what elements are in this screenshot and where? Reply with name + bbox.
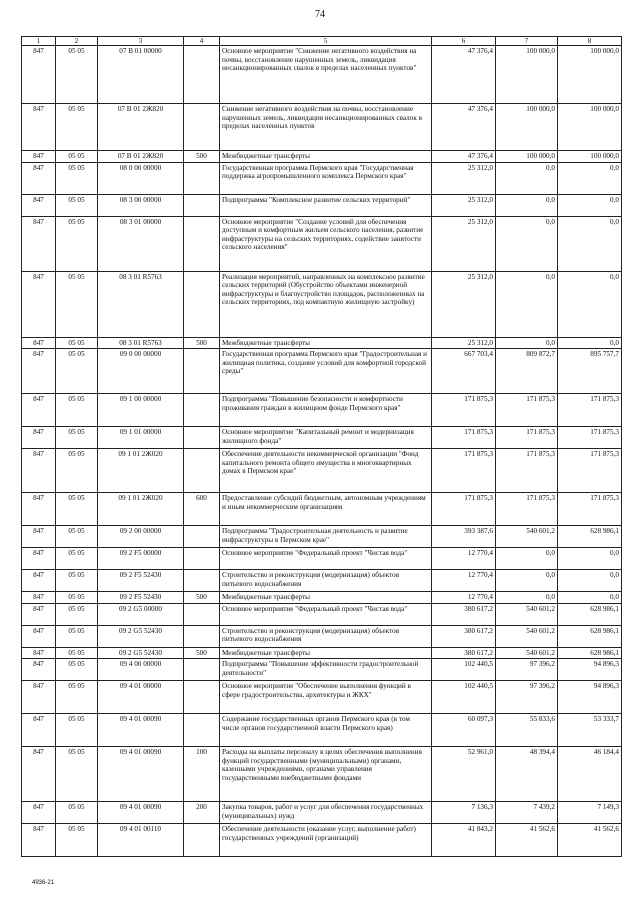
target-article-cell: 09 2 F5 52430 [98, 570, 184, 592]
section-cell: 05 05 [56, 427, 98, 449]
admin-code-cell: 847 [22, 714, 56, 747]
amount-2021-cell: 25 312,0 [432, 162, 496, 194]
column-header: 4 [184, 37, 220, 46]
column-header: 6 [432, 37, 496, 46]
admin-code-cell: 847 [22, 46, 56, 104]
section-cell: 05 05 [56, 394, 98, 427]
budget-table [21, 36, 622, 857]
description-cell: Межбюджетные трансферты [220, 337, 432, 348]
column-header: 7 [496, 37, 558, 46]
amount-2023-cell: 46 184,4 [558, 747, 622, 802]
section-cell: 05 05 [56, 747, 98, 802]
column-header: 5 [220, 37, 432, 46]
admin-code-cell: 847 [22, 162, 56, 194]
amount-2021-cell: 25 312,0 [432, 271, 496, 337]
admin-code-cell: 847 [22, 570, 56, 592]
amount-2021-cell: 25 312,0 [432, 216, 496, 271]
amount-2022-cell: 7 439,2 [496, 802, 558, 824]
expense-type-cell [184, 194, 220, 216]
amount-2023-cell: 100 000,0 [558, 46, 622, 104]
amount-2021-cell: 102 440,5 [432, 659, 496, 681]
expense-type-cell [184, 625, 220, 647]
target-article-cell: 09 2 00 00000 [98, 526, 184, 548]
expense-type-cell [184, 659, 220, 681]
description-cell: Обеспечение деятельности (оказание услуг, выполнение работ) государственных учреждений (организаций) [220, 824, 432, 857]
admin-code-cell: 847 [22, 216, 56, 271]
admin-code-cell: 847 [22, 104, 56, 151]
admin-code-cell: 847 [22, 194, 56, 216]
amount-2023-cell: 0,0 [558, 271, 622, 337]
table-row [22, 151, 622, 162]
description-cell: Закупка товаров, работ и услуг для обеспечения государственных (муниципальных) нужд [220, 802, 432, 824]
table-row [22, 194, 622, 216]
amount-2021-cell: 393 387,6 [432, 526, 496, 548]
expense-type-cell [184, 570, 220, 592]
expense-type-cell [184, 46, 220, 104]
table-row [22, 394, 622, 427]
amount-2022-cell: 0,0 [496, 194, 558, 216]
description-cell: Предоставление субсидий бюджетным, автономным учреждениям и иным некоммерческим организациям [220, 493, 432, 526]
target-article-cell: 09 2 F5 00000 [98, 548, 184, 570]
target-article-cell: 09 4 01 00000 [98, 681, 184, 714]
amount-2022-cell: 540 601,2 [496, 625, 558, 647]
section-cell: 05 05 [56, 46, 98, 104]
amount-2023-cell: 94 896,3 [558, 681, 622, 714]
target-article-cell: 09 4 01 00090 [98, 747, 184, 802]
section-cell: 05 05 [56, 548, 98, 570]
amount-2022-cell: 41 562,6 [496, 824, 558, 857]
amount-2021-cell: 171 875,3 [432, 493, 496, 526]
amount-2023-cell: 0,0 [558, 194, 622, 216]
admin-code-cell: 847 [22, 659, 56, 681]
description-cell: Основное мероприятие "Капитальный ремонт и модернизация жилищного фонда" [220, 427, 432, 449]
table-row [22, 104, 622, 151]
table-row [22, 216, 622, 271]
amount-2022-cell: 171 875,3 [496, 493, 558, 526]
target-article-cell: 08 3 01 R5763 [98, 337, 184, 348]
amount-2022-cell: 0,0 [496, 216, 558, 271]
admin-code-cell: 847 [22, 625, 56, 647]
target-article-cell: 08 3 01 00000 [98, 216, 184, 271]
expense-type-cell [184, 271, 220, 337]
target-article-cell: 08 0 00 00000 [98, 162, 184, 194]
amount-2023-cell: 41 562,6 [558, 824, 622, 857]
amount-2023-cell: 171 875,3 [558, 449, 622, 493]
target-article-cell: 09 4 01 00090 [98, 714, 184, 747]
table-row [22, 337, 622, 348]
amount-2022-cell: 540 601,2 [496, 526, 558, 548]
table-row [22, 526, 622, 548]
admin-code-cell: 847 [22, 526, 56, 548]
target-article-cell: 09 2 G5 52430 [98, 625, 184, 647]
target-article-cell: 09 4 01 00090 [98, 802, 184, 824]
section-cell: 05 05 [56, 592, 98, 603]
amount-2022-cell: 0,0 [496, 162, 558, 194]
amount-2023-cell: 628 986,1 [558, 603, 622, 625]
description-cell: Межбюджетные трансферты [220, 592, 432, 603]
description-cell: Основное мероприятие "Федеральный проект "Чистая вода" [220, 548, 432, 570]
amount-2023-cell: 628 986,1 [558, 625, 622, 647]
target-article-cell: 09 4 00 00000 [98, 659, 184, 681]
column-header: 3 [98, 37, 184, 46]
table-row [22, 681, 622, 714]
admin-code-cell: 847 [22, 802, 56, 824]
amount-2021-cell: 171 875,3 [432, 449, 496, 493]
description-cell: Государственная программа Пермского края "Градостроительная и жилищная политика, создание условий для комфортной городской среды" [220, 349, 432, 394]
amount-2021-cell: 667 703,4 [432, 349, 496, 394]
column-header: 8 [558, 37, 622, 46]
section-cell: 05 05 [56, 271, 98, 337]
expense-type-cell [184, 104, 220, 151]
amount-2023-cell: 0,0 [558, 570, 622, 592]
amount-2022-cell: 0,0 [496, 271, 558, 337]
section-cell: 05 05 [56, 625, 98, 647]
section-cell: 05 05 [56, 194, 98, 216]
expense-type-cell: 200 [184, 802, 220, 824]
description-cell: Основное мероприятие "Федеральный проект "Чистая вода" [220, 603, 432, 625]
description-cell: Подпрограмма "Комплексное развитие сельских территорий" [220, 194, 432, 216]
amount-2023-cell: 0,0 [558, 548, 622, 570]
expense-type-cell: 500 [184, 592, 220, 603]
table-body [22, 46, 622, 857]
column-header: 2 [56, 37, 98, 46]
description-cell: Основное мероприятие "Снижение негативного воздействия на почвы, восстановление нарушенных земель, ликвидация несанкционированных свалок в пределах населенных пунктов" [220, 46, 432, 104]
target-article-cell: 07 В 01 00000 [98, 46, 184, 104]
description-cell: Строительство и реконструкция (модернизация) объектов питьевого водоснабжения [220, 570, 432, 592]
section-cell: 05 05 [56, 570, 98, 592]
expense-type-cell: 600 [184, 493, 220, 526]
table-row [22, 647, 622, 658]
admin-code-cell: 847 [22, 449, 56, 493]
amount-2023-cell: 628 986,1 [558, 647, 622, 658]
expense-type-cell [184, 216, 220, 271]
admin-code-cell: 847 [22, 681, 56, 714]
expense-type-cell [184, 162, 220, 194]
table-row [22, 714, 622, 747]
section-cell: 05 05 [56, 647, 98, 658]
table-row [22, 548, 622, 570]
amount-2023-cell: 895 757,7 [558, 349, 622, 394]
amount-2022-cell: 171 875,3 [496, 427, 558, 449]
section-cell: 05 05 [56, 151, 98, 162]
admin-code-cell: 847 [22, 647, 56, 658]
amount-2023-cell: 171 875,3 [558, 394, 622, 427]
amount-2022-cell: 97 396,2 [496, 681, 558, 714]
amount-2023-cell: 0,0 [558, 592, 622, 603]
description-cell: Основное мероприятие "Создание условий для обеспечения доступным и комфортным жильем сельского населения, развитие инфраструктуры на сельских территориях, содействие занятости сельского населения" [220, 216, 432, 271]
amount-2023-cell: 171 875,3 [558, 427, 622, 449]
document-code: 4936-21 [32, 880, 55, 886]
amount-2021-cell: 25 312,0 [432, 337, 496, 348]
amount-2022-cell: 540 601,2 [496, 647, 558, 658]
column-header: 1 [22, 37, 56, 46]
amount-2021-cell: 25 312,0 [432, 194, 496, 216]
expense-type-cell [184, 603, 220, 625]
section-cell: 05 05 [56, 681, 98, 714]
amount-2021-cell: 102 440,5 [432, 681, 496, 714]
amount-2023-cell: 0,0 [558, 162, 622, 194]
amount-2021-cell: 7 136,3 [432, 802, 496, 824]
amount-2023-cell: 94 896,3 [558, 659, 622, 681]
table-row [22, 349, 622, 394]
description-cell: Подпрограмма "Повышение эффективности градостроительной деятельности" [220, 659, 432, 681]
description-cell: Содержание государственных органов Пермского края (в том числе органов государственной власти Пермского края) [220, 714, 432, 747]
amount-2021-cell: 47 376,4 [432, 151, 496, 162]
amount-2023-cell: 0,0 [558, 337, 622, 348]
expense-type-cell: 100 [184, 747, 220, 802]
table-row [22, 427, 622, 449]
amount-2023-cell: 100 000,0 [558, 151, 622, 162]
expense-type-cell [184, 714, 220, 747]
section-cell: 05 05 [56, 104, 98, 151]
amount-2023-cell: 53 333,7 [558, 714, 622, 747]
target-article-cell: 07 В 01 2Ж820 [98, 104, 184, 151]
target-article-cell: 09 2 G5 52430 [98, 647, 184, 658]
description-cell: Снижение негативного воздействия на почвы, восстановление нарушенных земель, ликвидация несанкционированных свалок в пределах населенных пунктов [220, 104, 432, 151]
section-cell: 05 05 [56, 603, 98, 625]
description-cell: Подпрограмма "Градостроительная деятельность и развитие инфраструктуры в Пермском крае" [220, 526, 432, 548]
amount-2022-cell: 48 394,4 [496, 747, 558, 802]
table-row [22, 46, 622, 104]
target-article-cell: 09 2 G5 00000 [98, 603, 184, 625]
amount-2021-cell: 171 875,3 [432, 427, 496, 449]
section-cell: 05 05 [56, 824, 98, 857]
expense-type-cell: 500 [184, 337, 220, 348]
amount-2021-cell: 171 875,3 [432, 394, 496, 427]
amount-2021-cell: 12 770,4 [432, 570, 496, 592]
amount-2023-cell: 171 875,3 [558, 493, 622, 526]
section-cell: 05 05 [56, 802, 98, 824]
target-article-cell: 08 3 01 R5763 [98, 271, 184, 337]
target-article-cell: 09 4 01 00110 [98, 824, 184, 857]
table-row [22, 449, 622, 493]
target-article-cell: 09 1 01 2Ж020 [98, 449, 184, 493]
amount-2021-cell: 12 770,4 [432, 548, 496, 570]
expense-type-cell: 500 [184, 647, 220, 658]
description-cell: Подпрограмма "Повышение безопасности и комфортности проживания граждан в жилищном фонде Пермского края" [220, 394, 432, 427]
amount-2023-cell: 100 000,0 [558, 104, 622, 151]
admin-code-cell: 847 [22, 548, 56, 570]
table-header-row [22, 37, 622, 46]
table-row [22, 493, 622, 526]
admin-code-cell: 847 [22, 337, 56, 348]
amount-2022-cell: 171 875,3 [496, 394, 558, 427]
admin-code-cell: 847 [22, 271, 56, 337]
amount-2021-cell: 380 617,2 [432, 603, 496, 625]
admin-code-cell: 847 [22, 592, 56, 603]
target-article-cell: 09 1 01 00000 [98, 427, 184, 449]
section-cell: 05 05 [56, 714, 98, 747]
amount-2023-cell: 7 149,3 [558, 802, 622, 824]
target-article-cell: 09 1 01 2Ж020 [98, 493, 184, 526]
amount-2022-cell: 100 000,0 [496, 46, 558, 104]
amount-2021-cell: 380 617,2 [432, 647, 496, 658]
amount-2022-cell: 55 833,6 [496, 714, 558, 747]
table-row [22, 659, 622, 681]
expense-type-cell [184, 394, 220, 427]
table-row [22, 271, 622, 337]
amount-2022-cell: 540 601,2 [496, 603, 558, 625]
target-article-cell: 09 2 F5 52430 [98, 592, 184, 603]
amount-2023-cell: 628 986,1 [558, 526, 622, 548]
expense-type-cell [184, 449, 220, 493]
page-number: 74 [315, 9, 325, 20]
amount-2022-cell: 0,0 [496, 548, 558, 570]
expense-type-cell [184, 526, 220, 548]
amount-2021-cell: 60 097,3 [432, 714, 496, 747]
description-cell: Межбюджетные трансферты [220, 647, 432, 658]
description-cell: Основное мероприятие "Обеспечение выполнения функций в сфере градостроительства, архитектуры и ЖКХ" [220, 681, 432, 714]
section-cell: 05 05 [56, 349, 98, 394]
amount-2022-cell: 0,0 [496, 592, 558, 603]
expense-type-cell [184, 427, 220, 449]
section-cell: 05 05 [56, 337, 98, 348]
expense-type-cell [184, 349, 220, 394]
expense-type-cell [184, 681, 220, 714]
description-cell: Расходы на выплаты персоналу в целях обеспечения выполнения функций государственными (муниципальными) органами, казенными учреждениями, органами управления государственными внебюджетными фондами [220, 747, 432, 802]
expense-type-cell: 500 [184, 151, 220, 162]
expense-type-cell [184, 824, 220, 857]
amount-2021-cell: 52 961,0 [432, 747, 496, 802]
admin-code-cell: 847 [22, 349, 56, 394]
section-cell: 05 05 [56, 659, 98, 681]
table-row [22, 802, 622, 824]
amount-2023-cell: 0,0 [558, 216, 622, 271]
amount-2021-cell: 47 376,4 [432, 104, 496, 151]
amount-2021-cell: 41 843,2 [432, 824, 496, 857]
table-row [22, 162, 622, 194]
admin-code-cell: 847 [22, 151, 56, 162]
amount-2022-cell: 809 872,7 [496, 349, 558, 394]
table-row [22, 603, 622, 625]
description-cell: Обеспечение деятельности некоммерческой организации "Фонд капитального ремонта общего имущества в многоквартирных домах в Пермском крае" [220, 449, 432, 493]
amount-2022-cell: 0,0 [496, 570, 558, 592]
target-article-cell: 09 0 00 00000 [98, 349, 184, 394]
amount-2021-cell: 380 617,2 [432, 625, 496, 647]
admin-code-cell: 847 [22, 427, 56, 449]
table-row [22, 824, 622, 857]
description-cell: Строительство и реконструкция (модернизация) объектов питьевого водоснабжения [220, 625, 432, 647]
target-article-cell: 09 1 00 00000 [98, 394, 184, 427]
amount-2022-cell: 97 396,2 [496, 659, 558, 681]
target-article-cell: 07 В 01 2Ж820 [98, 151, 184, 162]
section-cell: 05 05 [56, 449, 98, 493]
amount-2022-cell: 100 000,0 [496, 151, 558, 162]
description-cell: Государственная программа Пермского края "Государственная поддержка агропромышленного комплекса Пермского края" [220, 162, 432, 194]
target-article-cell: 08 3 00 00000 [98, 194, 184, 216]
section-cell: 05 05 [56, 216, 98, 271]
admin-code-cell: 847 [22, 493, 56, 526]
section-cell: 05 05 [56, 493, 98, 526]
amount-2022-cell: 100 000,0 [496, 104, 558, 151]
admin-code-cell: 847 [22, 394, 56, 427]
table-row [22, 592, 622, 603]
admin-code-cell: 847 [22, 603, 56, 625]
amount-2021-cell: 12 770,4 [432, 592, 496, 603]
description-cell: Реализация мероприятий, направленных на комплексное развитие сельских территорий (Обустройство объектами инженерной инфраструктуры и благоустройство площадок, расположенных на сельских территориях, под компактную жилищную застройку) [220, 271, 432, 337]
admin-code-cell: 847 [22, 747, 56, 802]
section-cell: 05 05 [56, 162, 98, 194]
amount-2022-cell: 0,0 [496, 337, 558, 348]
table-row [22, 625, 622, 647]
table-row [22, 747, 622, 802]
table-row [22, 570, 622, 592]
description-cell: Межбюджетные трансферты [220, 151, 432, 162]
amount-2022-cell: 171 875,3 [496, 449, 558, 493]
expense-type-cell [184, 548, 220, 570]
amount-2021-cell: 47 376,4 [432, 46, 496, 104]
section-cell: 05 05 [56, 526, 98, 548]
admin-code-cell: 847 [22, 824, 56, 857]
